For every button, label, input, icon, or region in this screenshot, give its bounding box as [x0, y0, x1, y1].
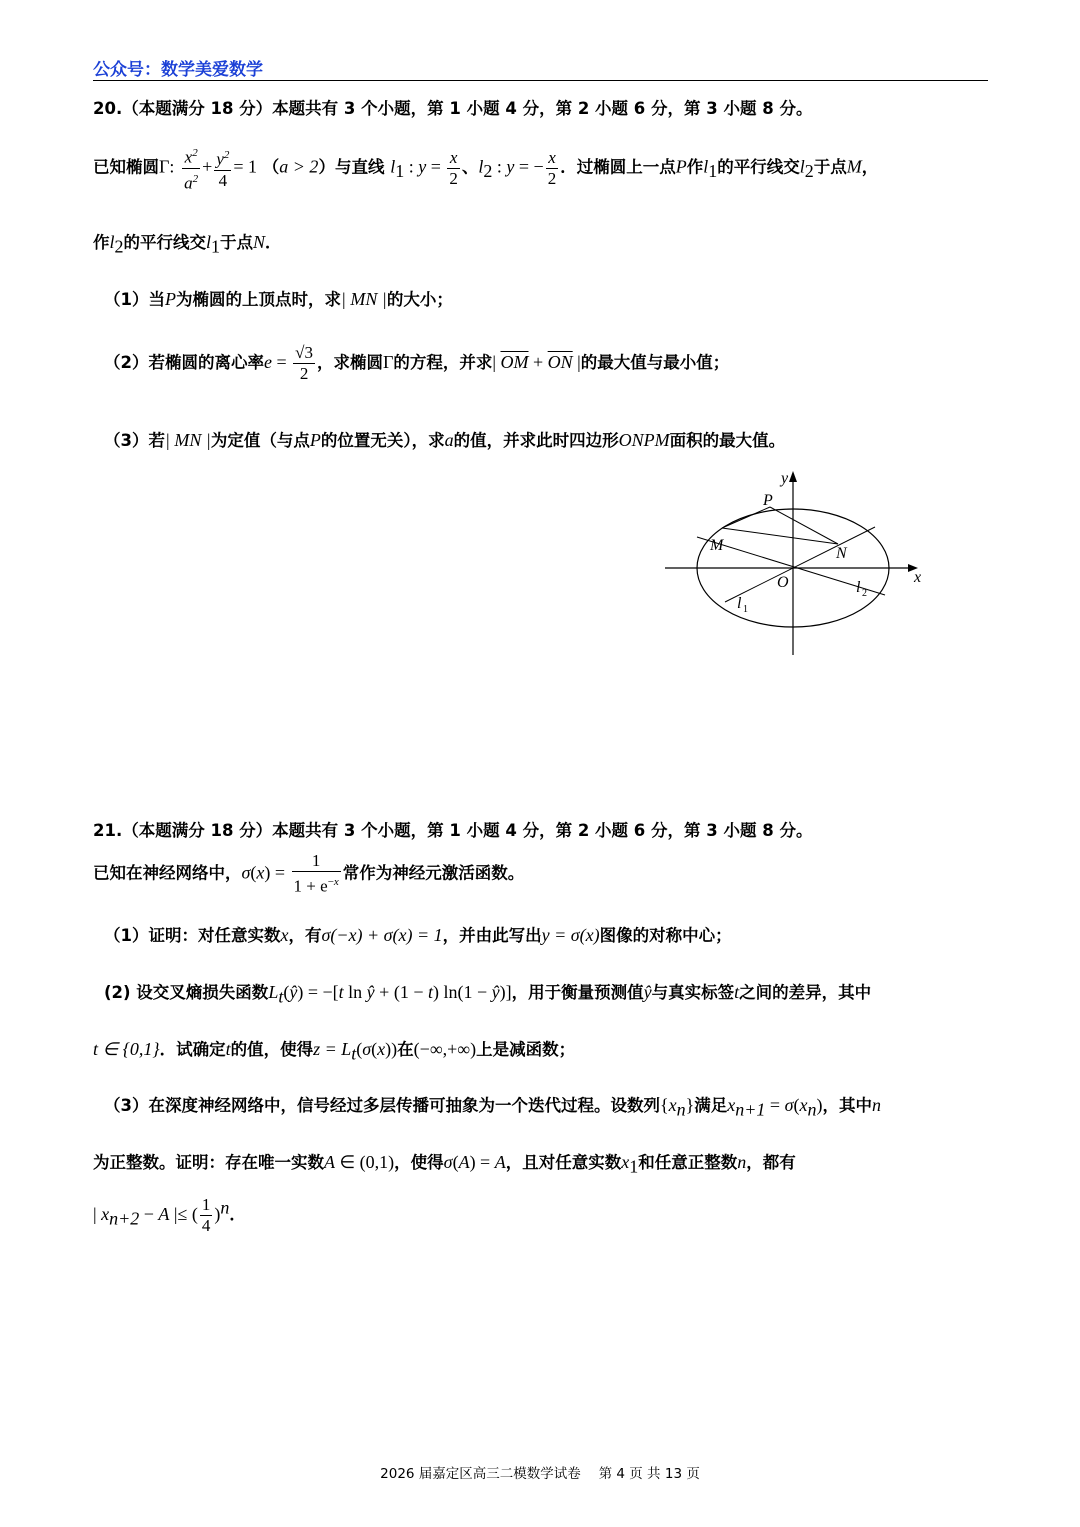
q21-intro-a: 已知在神经网络中， [93, 863, 242, 883]
line1-frac: $\frac{x}{2}$ [449, 147, 458, 188]
q21-sub2-d: 之间的差异，其中 [739, 983, 872, 1002]
q21-sub3-line1: （3）在深度神经网络中，信号经过多层传播可抽象为一个迭代过程。设数列$\{x_n\}$满足$x_{n+1} = \sigma(x_n)$，其中n [104, 1095, 881, 1120]
q20-sub1-mn: | MN | [340, 289, 387, 309]
q21-sub1-eq: σ(−x) + σ(x) = 1 [321, 925, 443, 945]
q20-sub1-p: P [164, 289, 176, 309]
q21-sub2-f: 的值，使得 [230, 1040, 314, 1059]
q21-sub3-e: ，使得 [394, 1153, 444, 1172]
q21-intro-b: 常作为神经元激活函数。 [342, 863, 525, 883]
q20-sub1 [104, 286, 453, 310]
eccentricity-frac: $\frac{√3}{2}$ [295, 343, 313, 383]
q21-sub3-line3: | $x_{n+2} - A$ |≤ ( $\frac{1}{4}$ )$^n$． [93, 1195, 246, 1235]
point-m: M [846, 156, 862, 177]
q20-sub1-b: 为椭圆的上顶点时，求 [175, 290, 341, 309]
comma-1: ， [861, 157, 879, 177]
q21-sub1-x: x [280, 925, 289, 945]
q21-sub3-period: ． [229, 1205, 246, 1224]
at-point-1: 于点 [813, 157, 847, 177]
q20-sub3-e: 面积的最大值。 [669, 431, 786, 450]
q21-sub2-line2: t ∈ {0,1}．试确定t的值，使得$z = L_t(\sigma(x))$在(−∞,+∞)上是减函数； [93, 1039, 576, 1064]
q21-sub3-n2: n [737, 1152, 747, 1172]
label-l1: l [737, 595, 742, 612]
header-divider [93, 80, 988, 81]
q21-sub2-g: 在 [397, 1040, 414, 1059]
parallel-2: 的平行线交 [123, 233, 207, 252]
line2-frac: $\frac{x}{2}$ [547, 147, 557, 188]
make-1: 作 [686, 157, 704, 177]
line-l1 [725, 527, 875, 602]
q21-sub3-c: ，其中 [822, 1096, 872, 1115]
q21-sub3-h: ，都有 [746, 1153, 796, 1172]
parallel-1: 的平行线交 [717, 157, 800, 177]
q20-intro-line2: 作$l_2$的平行线交$l_1$于点N． [93, 232, 282, 257]
q20-sub3-onpm: ONPM [618, 430, 670, 450]
quarter-frac: $\frac{1}{4}$ [201, 1195, 211, 1235]
q20-sub3-d: 的值，并求此时四边形 [453, 431, 619, 450]
label-l2-sub: 2 [862, 588, 867, 599]
q21-sub3-d: 为正整数。证明：存在唯一实数 [93, 1153, 324, 1172]
label-l1-sub: 1 [743, 604, 748, 615]
q20-sub1-c: 的大小； [386, 290, 453, 309]
q21-sub3-a: （3）在深度神经网络中，信号经过多层传播可抽象为一个迭代过程。设数列 [104, 1096, 660, 1115]
q21-sub2-line1: (2) 设交叉熵损失函数$L_t(ŷ) = -[t$ ln ŷ + (1 − t) ln(1 − ŷ)]，用于衡量预测值ŷ与真实标签t之间的差异，其中 [104, 982, 872, 1007]
point-p: P [675, 156, 687, 177]
q20-sub3-avar: a [444, 430, 454, 450]
cond-a-gt-2: a > 2 [279, 156, 319, 177]
q21-sub3-g: 和任意正整数 [638, 1153, 738, 1172]
label-y: y [781, 470, 789, 487]
label-l2: l [856, 579, 861, 596]
q20-intro-line1: 已知椭圆Γ: $\frac{x^2}{a^2}$ + $\frac{y^2}{4}$ = 1 （a > 2）与直线 $l_1$ : y = $\frac{x}{2}$ 、$l_2$ : y = − $\frac{x}{2}$ ．过椭圆上一点P作$l_1$的平行线交$l_2$于点M， [93, 143, 878, 193]
q20-sub1-a: （1）当 [104, 290, 165, 309]
q21-sub3-n: n [871, 1095, 881, 1115]
q21-sub1-b: ，有 [288, 926, 322, 945]
q20-heading: 20.（本题满分 18 分）本题共有 3 个小题，第 1 小题 4 分，第 2 小题 6 分，第 3 小题 8 分。 [93, 99, 813, 118]
q21-sub3-b: 满足 [694, 1096, 728, 1115]
q21-sub2-t2: t [225, 1039, 231, 1059]
q20-sub2-b: ，求椭圆 [316, 353, 383, 372]
q20-intro-b: ．过椭圆上一点 [560, 157, 676, 177]
page-footer: 2026 届嘉定区高三二模数学试卷 第 4 页 共 13 页 [380, 1466, 700, 1482]
sigmoid-frac: $\frac{1}{1 + e^{-x}}$ [293, 851, 339, 896]
q20-sub2-d: 的最大值与最小值； [580, 353, 730, 372]
point-n: N [253, 232, 266, 252]
q20-sub2: （2）若椭圆的离心率e = $\frac{√3}{2}$ ，求椭圆Γ的方程，并求| $\overline{OM} + \overline{ON}$ |的最大值与最小值； [104, 343, 730, 383]
q21-sub2-t: t [734, 982, 740, 1002]
q20-sub3-mn: | MN | [164, 430, 211, 450]
cond-close: ）与直线 [318, 157, 385, 177]
gamma-symbol: Γ [159, 156, 170, 177]
q21-intro: 已知在神经网络中，σ(x) = $\frac{1}{1 + e^{-x}}$ 常作为神经元激活函数。 [93, 851, 525, 896]
make-2: 作 [93, 233, 110, 252]
q21-heading: 21.（本题满分 18 分）本题共有 3 个小题，第 1 小题 4 分，第 2 小题 6 分，第 3 小题 8 分。 [93, 821, 813, 840]
ellipse-diagram [660, 465, 940, 660]
q21-sub1-a: （1）证明：对任意实数 [104, 926, 281, 945]
segment-mn [722, 528, 838, 544]
q20-intro-a: 已知椭圆 [93, 157, 159, 177]
q21-sub2-e: ．试确定 [159, 1040, 226, 1059]
and-sep: 、 [461, 157, 479, 177]
q21-sub2-c: 与真实标签 [651, 983, 735, 1002]
cond-open: （ [262, 157, 280, 177]
q21-sub2-h: 上是减函数； [476, 1040, 576, 1059]
q21-sub1 [104, 922, 732, 946]
segment-pm [722, 507, 770, 528]
ellipse-frac-y: $\frac{y^2}{4}$ [214, 145, 231, 191]
label-n: N [836, 545, 847, 562]
period-1: ． [265, 233, 282, 252]
q20-sub3-b: 为定值（与点 [210, 431, 310, 450]
q20-sub3 [104, 427, 785, 451]
q21-sub3-line2: 为正整数。证明：存在唯一实数A ∈ (0,1)，使得σ(A) = A，且对任意实数$x_1$和任意正整数n，都有 [93, 1152, 796, 1177]
q21-sub1-d: 图像的对称中心； [599, 926, 732, 945]
at-point-2: 于点 [220, 233, 254, 252]
q20-sub3-a: （3）若 [104, 431, 165, 450]
q20-sub2-a: （2）若椭圆的离心率 [104, 353, 264, 372]
q20-sub3-c: 的位置无关），求 [320, 431, 445, 450]
ellipse-frac-x: $\frac{x^2}{a^2}$ [182, 143, 200, 193]
q21-sub2-a: (2) 设交叉熵损失函数 [104, 983, 269, 1002]
q20-sub2-gamma: Γ [382, 352, 394, 372]
label-x: x [914, 569, 922, 586]
q21-sub1-y: y = σ(x) [541, 925, 600, 945]
q21-sub2-tset: t ∈ {0,1} [93, 1039, 160, 1059]
y-axis-arrow [789, 471, 797, 482]
q21-sub1-c: ，并由此写出 [442, 926, 542, 945]
label-p: P [763, 492, 773, 509]
q21-sub2-b: ，用于衡量预测值 [511, 983, 644, 1002]
q21-sub2-z: z = L [313, 1039, 352, 1059]
q21-sub2-yhat: ŷ [643, 982, 652, 1002]
q20-sub2-c: 的方程，并求 [393, 353, 493, 372]
q20-sub3-p: P [309, 430, 321, 450]
q21-sub2-interval: (−∞,+∞) [413, 1039, 477, 1059]
label-o: O [777, 574, 789, 591]
q21-sub3-f: ，且对任意实数 [505, 1153, 622, 1172]
page-header-title: 公众号：数学美爱数学 [93, 60, 263, 80]
label-m: M [710, 537, 724, 554]
